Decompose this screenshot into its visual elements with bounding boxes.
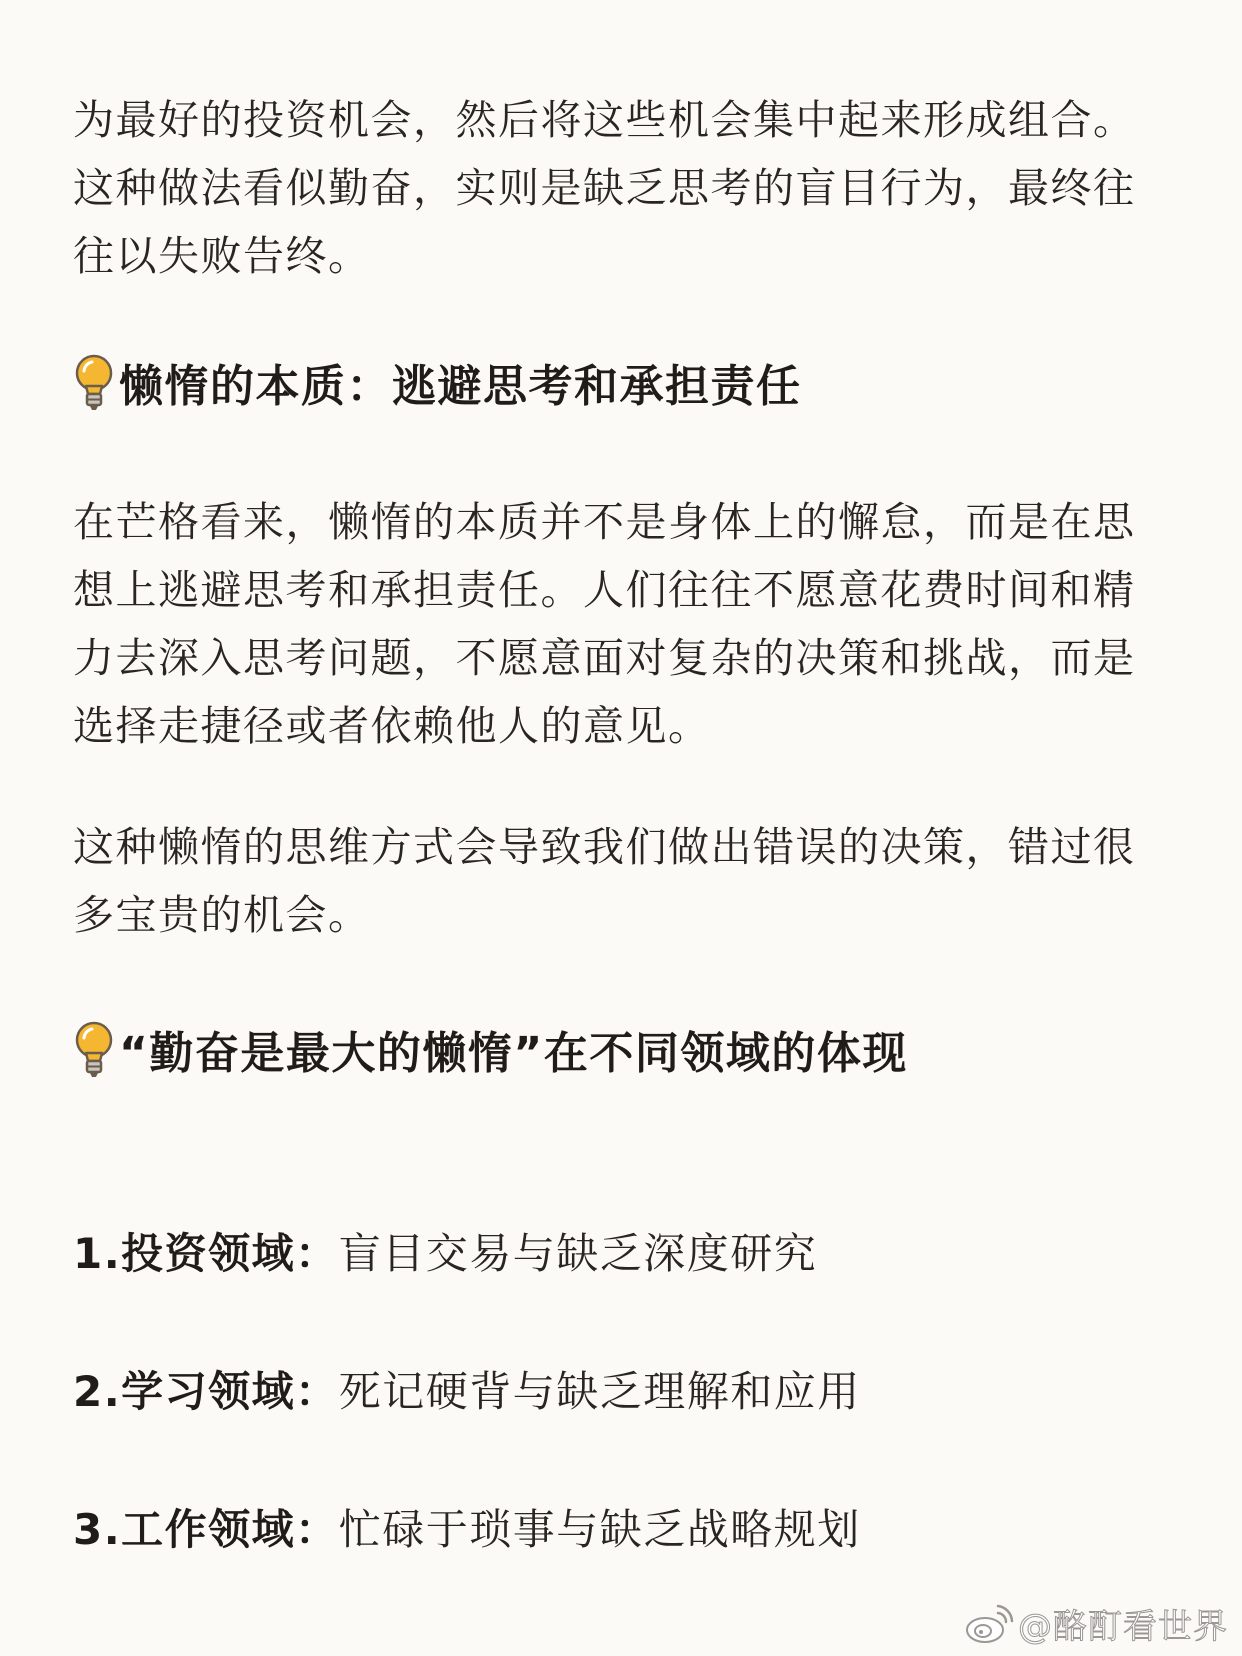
essence-paragraph-2: 这种懒惰的思维方式会导致我们做出错误的决策，错过很多宝贵的机会。 — [73, 823, 1136, 939]
list-item-label: 1.投资领域： — [73, 1229, 339, 1278]
section-heading-text: “勤奋是最大的懒惰”在不同领域的体现 — [119, 1028, 908, 1079]
list-item-text: 盲目交易与缺乏深度研究 — [338, 1229, 818, 1278]
essence-paragraph-1: 在芒格看来，懒惰的本质并不是身体上的懈怠，而是在思想上逃避思考和承担责任。人们往往不愿意花费时间和精力去深入思考问题，不愿意面对复杂的决策和挑战，而是选择走捷径或者依赖他人的意见。 — [73, 498, 1136, 750]
intro-paragraph: 为最好的投资机会，然后将这些机会集中起来形成组合。这种做法看似勤奋，实则是缺乏思考的盲目行为，最终往往以失败告终。 — [73, 96, 1136, 280]
lightbulb-icon — [73, 1019, 115, 1079]
weibo-icon — [964, 1603, 1014, 1645]
lightbulb-icon — [73, 352, 115, 412]
section-heading-text: 懒惰的本质：逃避思考和承担责任 — [119, 361, 802, 412]
section-heading-essence — [73, 347, 802, 417]
list-item — [73, 1495, 861, 1559]
list-item — [73, 1219, 817, 1283]
list-item-label: 2.学习领域： — [73, 1367, 339, 1416]
list-item-label: 3.工作领域： — [73, 1505, 339, 1554]
list-item-text: 忙碌于琐事与缺乏战略规划 — [338, 1505, 861, 1554]
section-heading-domains — [73, 1014, 908, 1084]
list-item — [73, 1357, 861, 1421]
watermark-text: @酪酊看世界 — [1018, 1607, 1228, 1647]
list-item-text: 死记硬背与缺乏理解和应用 — [338, 1367, 861, 1416]
watermark — [964, 1599, 1228, 1648]
